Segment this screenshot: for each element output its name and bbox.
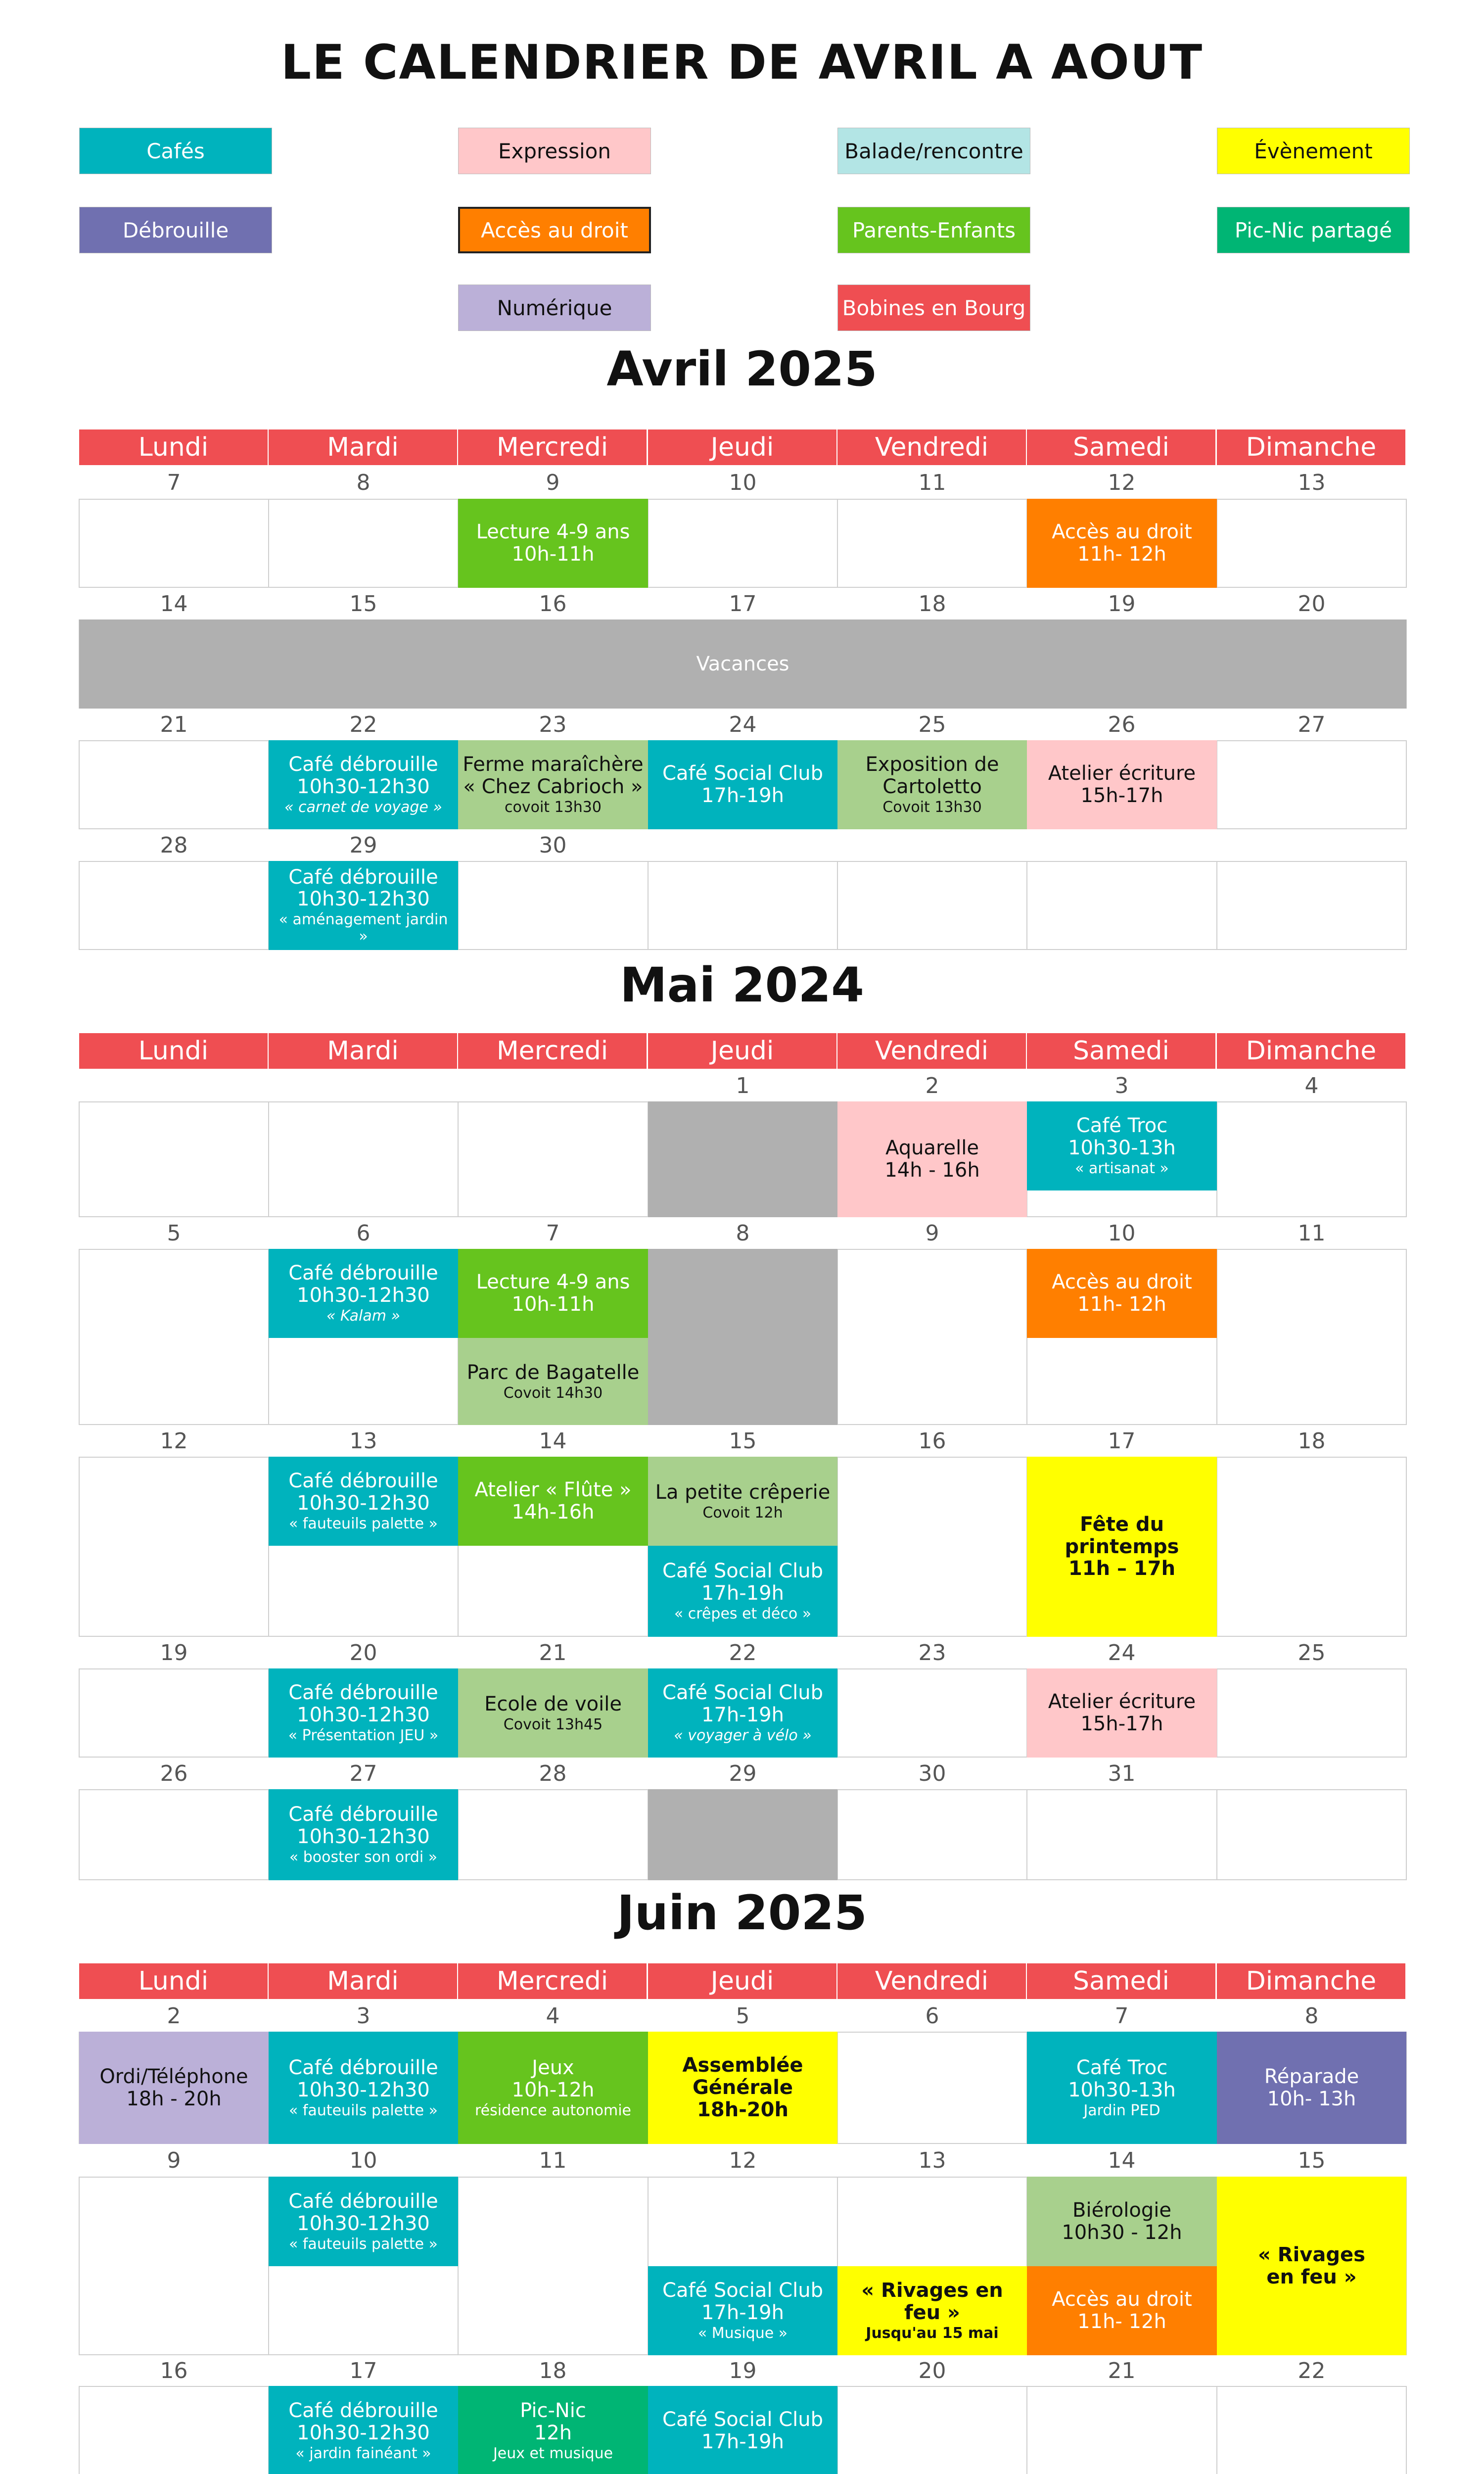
event-m3-t: Café débrouille (288, 1262, 438, 1285)
day-number: 25 (1298, 1640, 1326, 1665)
event-a9-t: Café débrouille (288, 865, 438, 889)
event-m6-t: Parc de Bagatelle (466, 1361, 640, 1384)
day-number: 12 (1108, 470, 1136, 495)
column-divider (1406, 1101, 1407, 1217)
event-m1 (837, 1101, 1027, 1217)
event-a1 (458, 499, 648, 588)
event-a5-x: covoit 13h30 (505, 799, 602, 816)
day-number: 26 (1108, 712, 1136, 737)
event-m8 (458, 1457, 648, 1546)
column-divider (458, 1101, 459, 1217)
day-number: 24 (1108, 1640, 1136, 1665)
event-j15 (648, 2386, 837, 2474)
day-number (837, 829, 1027, 861)
event-a8-s: 15h-17h (1080, 784, 1163, 807)
event-m12-s: 10h30-12h30 (297, 1704, 430, 1727)
event-m2-x: « artisanat » (1075, 1160, 1169, 1177)
legend-0: Cafés (79, 128, 272, 174)
event-m5-t: Accès au droit (1052, 1271, 1192, 1294)
event-j4-t: Assemblée (682, 2054, 803, 2077)
day-number: 11 (1298, 1220, 1326, 1246)
day-number: 11 (918, 470, 946, 495)
month-title: Mai 2024 (620, 957, 864, 1013)
event-m7 (269, 1457, 458, 1546)
event-m7-t: Café débrouille (288, 1470, 438, 1493)
column-divider (1026, 2386, 1027, 2474)
day-number (1217, 829, 1406, 861)
event-j9-t: « Rivages (1258, 2243, 1365, 2266)
day-number: 26 (160, 1760, 188, 1786)
event-j2-t: Café débrouille (288, 2056, 438, 2079)
day-number: 16 (918, 1428, 946, 1454)
event-m4-s: 10h-11h (511, 1293, 595, 1316)
weekday-header: Samedi (1027, 1963, 1216, 1999)
event-j4-u: 18h-20h (697, 2098, 788, 2121)
day-number: 10 (729, 470, 757, 495)
event-j7 (269, 2177, 458, 2266)
day-number: 14 (1108, 2147, 1136, 2173)
event-m2-s: 10h30-13h (1068, 1137, 1176, 1160)
event-a8-t: Atelier écriture (1048, 762, 1196, 785)
event-m8-t: Atelier « Flûte » (474, 1478, 632, 1502)
event-j11-x: Jusqu'au 15 mai (866, 2325, 999, 2342)
event-a2-t: Accès au droit (1052, 521, 1192, 544)
column-divider (79, 1101, 80, 1217)
day-number: 31 (1108, 1760, 1136, 1786)
column-divider (1026, 861, 1027, 950)
event-j1-t: Ordi/Téléphone (99, 2065, 248, 2088)
column-divider (1406, 2386, 1407, 2474)
event-m15-s: 15h-17h (1080, 1713, 1163, 1735)
day-number: 7 (546, 1220, 560, 1246)
column-divider (268, 1101, 269, 1217)
event-j5-s: 10h30-13h (1068, 2078, 1176, 2101)
event-a9 (269, 861, 458, 950)
event-a3-t: Vacances (696, 652, 789, 675)
day-number: 9 (925, 1220, 939, 1246)
event-m13 (458, 1668, 648, 1758)
weekday-header: Mardi (269, 1033, 458, 1069)
event-m15 (1027, 1668, 1217, 1758)
day-number: 3 (1114, 1073, 1129, 1098)
day-number: 9 (546, 470, 560, 495)
event-m15-t: Atelier écriture (1048, 1690, 1196, 1713)
month-title: Juin 2025 (617, 1885, 867, 1941)
event-a7 (837, 740, 1027, 829)
day-number: 18 (1298, 1428, 1326, 1454)
day-number: 4 (1304, 1073, 1319, 1098)
event-j2-x: « fauteuils palette » (288, 2101, 438, 2119)
column-divider (1406, 499, 1407, 588)
event-m12 (269, 1668, 458, 1758)
weekday-header: Mercredi (458, 429, 648, 465)
column-divider (79, 1249, 80, 1425)
event-j2 (269, 2032, 458, 2144)
event-j9-s: en feu » (1266, 2265, 1357, 2288)
event-m16-x: « booster son ordi » (289, 1849, 438, 1866)
column-divider (79, 861, 80, 950)
event-j1 (79, 2032, 269, 2144)
event-m6-x: Covoit 14h30 (503, 1384, 603, 1402)
month-title: Avril 2025 (606, 341, 878, 397)
event-m12-t: Café débrouille (288, 1681, 438, 1705)
empty-shaded-cell (648, 1249, 837, 1425)
event-m16-t: Café débrouille (288, 1803, 438, 1826)
day-number (79, 1070, 269, 1101)
event-m4-t: Lecture 4-9 ans (476, 1271, 630, 1294)
event-m4 (458, 1249, 648, 1338)
weekday-header: Dimanche (1217, 1963, 1406, 1999)
legend-5: Accès au droit (458, 207, 651, 253)
weekday-header: Mardi (269, 429, 458, 465)
column-divider (837, 861, 838, 950)
event-m1-t: Aquarelle (885, 1137, 979, 1160)
event-j5 (1027, 2032, 1217, 2144)
event-j14-s: 12h (534, 2422, 572, 2445)
day-number: 7 (167, 470, 181, 495)
weekday-header: Dimanche (1217, 429, 1406, 465)
event-a3 (79, 619, 1406, 709)
event-a1-t: Lecture 4-9 ans (476, 521, 630, 544)
event-a2 (1027, 499, 1217, 588)
day-number: 22 (729, 1640, 757, 1665)
event-j7-x: « fauteuils palette » (288, 2235, 438, 2253)
day-number: 25 (918, 712, 946, 737)
event-j5-x: Jardin PED (1083, 2101, 1160, 2119)
event-j10 (648, 2266, 837, 2355)
day-number: 4 (546, 2003, 560, 2029)
event-m13-x: Covoit 13h45 (503, 1715, 603, 1733)
day-number: 17 (349, 2358, 377, 2383)
column-divider (79, 1457, 80, 1637)
legend-6: Parents-Enfants (837, 207, 1030, 253)
event-a2-s: 11h- 12h (1077, 543, 1166, 566)
day-number: 28 (539, 1760, 567, 1786)
day-number: 30 (918, 1760, 946, 1786)
event-m11-x: « crêpes et déco » (674, 1605, 812, 1622)
day-number: 8 (1304, 2003, 1319, 2029)
event-j10-x: « Musique » (697, 2325, 788, 2342)
column-divider (648, 861, 649, 950)
event-m2-t: Café Troc (1076, 1114, 1168, 1138)
event-j7-s: 10h30-12h30 (297, 2212, 430, 2235)
weekday-header: Lundi (79, 429, 269, 465)
day-number: 14 (539, 1428, 567, 1454)
column-divider (1406, 1249, 1407, 1425)
column-divider (79, 1789, 80, 1880)
event-a7-t: Exposition de (865, 753, 999, 776)
column-divider (1216, 2386, 1217, 2474)
event-m14 (648, 1668, 837, 1758)
day-number: 2 (167, 2003, 181, 2029)
day-number: 16 (539, 591, 567, 617)
day-number: 17 (729, 591, 757, 617)
day-number: 10 (349, 2147, 377, 2173)
event-m3-i: « Kalam » (326, 1307, 401, 1325)
day-number: 5 (167, 1220, 181, 1246)
column-divider (1216, 1789, 1217, 1880)
day-number: 23 (918, 1640, 946, 1665)
event-a7-x: Covoit 13h30 (882, 799, 982, 816)
event-m14-t: Café Social Club (662, 1681, 823, 1705)
event-a6 (648, 740, 837, 829)
column-divider (1406, 1457, 1407, 1637)
event-m10-t: Fête du printemps (1065, 1513, 1179, 1558)
day-number (269, 1070, 458, 1101)
weekday-header: Lundi (79, 1963, 269, 1999)
event-m6 (458, 1338, 648, 1425)
day-number: 21 (539, 1640, 567, 1665)
event-m8-s: 14h-16h (511, 1501, 595, 1523)
day-number: 6 (925, 2003, 939, 2029)
day-number: 2 (925, 1073, 939, 1098)
column-divider (79, 2386, 80, 2474)
event-m16 (269, 1789, 458, 1880)
empty-shaded-cell (648, 1789, 837, 1880)
event-j8-s: 10h30 - 12h (1062, 2221, 1182, 2244)
column-divider (1026, 1789, 1027, 1880)
weekday-header: Vendredi (837, 429, 1027, 465)
day-number: 3 (356, 2003, 371, 2029)
day-number: 20 (1298, 591, 1326, 617)
event-m9 (648, 1457, 837, 1546)
day-number: 28 (160, 832, 188, 858)
day-number: 13 (1298, 470, 1326, 495)
event-j9 (1217, 2177, 1406, 2355)
day-number (1027, 829, 1216, 861)
day-number: 8 (736, 1220, 750, 1246)
event-m3-s: 10h30-12h30 (297, 1284, 430, 1307)
event-m11 (648, 1546, 837, 1637)
event-j3 (458, 2032, 648, 2144)
event-m13-t: Ecole de voile (484, 1692, 622, 1715)
column-divider (1406, 861, 1407, 950)
weekday-header: Samedi (1027, 1033, 1216, 1069)
event-m3 (269, 1249, 458, 1338)
legend-1: Expression (458, 128, 651, 174)
event-m10 (1027, 1457, 1217, 1637)
event-j11 (837, 2266, 1027, 2355)
event-a4 (269, 740, 458, 829)
weekday-header: Vendredi (837, 1963, 1027, 1999)
event-m5-s: 11h- 12h (1077, 1293, 1166, 1316)
day-number: 27 (1298, 712, 1326, 737)
weekday-header: Jeudi (648, 1963, 837, 1999)
day-number: 27 (349, 1760, 377, 1786)
event-a1-s: 10h-11h (511, 543, 595, 566)
event-j2-s: 10h30-12h30 (297, 2078, 430, 2101)
event-m12-x: « Présentation JEU » (288, 1727, 439, 1744)
day-number: 7 (1114, 2003, 1129, 2029)
day-number: 12 (729, 2147, 757, 2173)
column-divider (1406, 1789, 1407, 1880)
event-a6-s: 17h-19h (701, 784, 784, 807)
column-divider (79, 2177, 80, 2355)
day-number: 11 (539, 2147, 567, 2173)
event-j7-t: Café débrouille (288, 2189, 438, 2213)
weekday-header: Mardi (269, 1963, 458, 1999)
column-divider (79, 740, 80, 829)
day-number (648, 829, 837, 861)
event-m11-s: 17h-19h (701, 1582, 784, 1605)
event-j8 (1027, 2177, 1217, 2266)
event-a4-s: 10h30-12h30 (297, 775, 430, 799)
event-m5 (1027, 1249, 1217, 1338)
page-title: LE CALENDRIER DE AVRIL A AOUT (280, 35, 1204, 90)
weekday-header: Mercredi (458, 1963, 648, 1999)
day-number: 18 (539, 2358, 567, 2383)
event-j11-t: « Rivages en feu » (861, 2279, 1003, 2325)
event-m9-t: La petite crêperie (655, 1480, 831, 1504)
day-number: 18 (918, 591, 946, 617)
weekday-header: Lundi (79, 1033, 269, 1069)
event-j6-s: 10h- 13h (1267, 2087, 1356, 2110)
day-number: 5 (736, 2003, 750, 2029)
event-j14 (458, 2386, 648, 2474)
legend-3: Évènement (1217, 128, 1410, 174)
day-number: 19 (160, 1640, 188, 1665)
day-number: 23 (539, 712, 567, 737)
day-number: 22 (1298, 2358, 1326, 2383)
day-number: 1 (736, 1073, 750, 1098)
event-m14-i: « voyager à vélo » (674, 1727, 812, 1744)
event-j13-t: Café débrouille (288, 2399, 438, 2423)
day-number: 9 (167, 2147, 181, 2173)
column-divider (1216, 861, 1217, 950)
column-divider (1406, 740, 1407, 829)
weekday-header: Mercredi (458, 1033, 648, 1069)
day-number: 12 (160, 1428, 188, 1454)
event-j1-s: 18h - 20h (126, 2087, 222, 2110)
day-number: 24 (729, 712, 757, 737)
weekday-header: Vendredi (837, 1033, 1027, 1069)
day-number: 30 (539, 832, 567, 858)
event-m9-x: Covoit 12h (702, 1504, 783, 1522)
event-a9-x: « aménagement jardin » (278, 911, 448, 945)
event-j13 (269, 2386, 458, 2474)
event-m14-s: 17h-19h (701, 1704, 784, 1727)
day-number: 13 (349, 1428, 377, 1454)
event-j3-s: 10h-12h (511, 2078, 595, 2101)
event-m10-s: 11h – 17h (1068, 1557, 1176, 1580)
event-j10-t: Café Social Club (662, 2279, 823, 2302)
empty-shaded-cell (648, 1101, 837, 1217)
event-j15-s: 17h-19h (701, 2430, 784, 2453)
event-a4-i: « carnet de voyage » (284, 799, 442, 816)
event-j4-s: Générale (692, 2076, 793, 2099)
column-divider (1406, 1668, 1407, 1758)
event-j8-t: Biérologie (1072, 2198, 1171, 2222)
event-m1-s: 14h - 16h (884, 1159, 980, 1182)
event-j15-t: Café Social Club (662, 2408, 823, 2431)
column-divider (79, 1668, 80, 1758)
day-number (1217, 1758, 1406, 1789)
event-a5-s: « Chez Cabrioch » (463, 775, 643, 799)
day-number: 20 (349, 1640, 377, 1665)
day-number: 15 (729, 1428, 757, 1454)
event-m2 (1027, 1101, 1217, 1190)
day-number: 15 (1298, 2147, 1326, 2173)
event-j13-s: 10h30-12h30 (297, 2422, 430, 2445)
event-m7-s: 10h30-12h30 (297, 1492, 430, 1515)
day-number: 20 (918, 2358, 946, 2383)
event-a4-t: Café débrouille (288, 753, 438, 776)
event-j5-t: Café Troc (1076, 2056, 1168, 2079)
event-a8 (1027, 740, 1217, 829)
day-number: 8 (356, 470, 371, 495)
day-number (458, 1070, 648, 1101)
day-number: 15 (349, 591, 377, 617)
event-m16-s: 10h30-12h30 (297, 1825, 430, 1849)
event-a7-s: Cartoletto (882, 775, 982, 799)
day-number: 19 (729, 2358, 757, 2383)
weekday-header: Dimanche (1217, 1033, 1406, 1069)
day-number: 29 (729, 1760, 757, 1786)
day-number: 19 (1108, 591, 1136, 617)
event-a5 (458, 740, 648, 829)
legend-8: Numérique (458, 285, 651, 331)
event-j6-t: Réparade (1264, 2065, 1359, 2088)
event-j14-t: Pic-Nic (520, 2399, 586, 2423)
event-a9-s: 10h30-12h30 (297, 888, 430, 911)
column-divider (79, 499, 80, 588)
legend-2: Balade/rencontre (837, 128, 1030, 174)
legend-9: Bobines en Bourg (837, 285, 1030, 331)
event-a5-t: Ferme maraîchère (463, 753, 644, 776)
event-j4 (648, 2032, 837, 2144)
day-number: 16 (160, 2358, 188, 2383)
column-divider (268, 499, 269, 588)
event-j3-x: résidence autonomie (475, 2101, 631, 2119)
legend-4: Débrouille (79, 207, 272, 253)
day-number: 22 (349, 712, 377, 737)
event-j12 (1027, 2266, 1217, 2355)
event-j3-t: Jeux (532, 2056, 574, 2079)
event-a6-t: Café Social Club (662, 762, 823, 785)
day-number: 10 (1108, 1220, 1136, 1246)
weekday-header: Jeudi (648, 429, 837, 465)
event-m7-x: « fauteuils palette » (288, 1515, 438, 1532)
day-number: 14 (160, 591, 188, 617)
column-divider (837, 499, 838, 588)
weekday-header: Jeudi (648, 1033, 837, 1069)
day-number: 29 (349, 832, 377, 858)
day-number: 17 (1108, 1428, 1136, 1454)
day-number: 6 (356, 1220, 371, 1246)
event-j12-s: 11h- 12h (1077, 2310, 1166, 2333)
event-j10-s: 17h-19h (701, 2301, 784, 2325)
event-m11-t: Café Social Club (662, 1560, 823, 1583)
event-j13-x: « jardin fainéant » (295, 2445, 431, 2462)
legend-7: Pic-Nic partagé (1217, 207, 1410, 253)
day-number: 21 (1108, 2358, 1136, 2383)
day-number: 13 (918, 2147, 946, 2173)
weekday-header: Samedi (1027, 429, 1216, 465)
event-j14-x: Jeux et musique (493, 2445, 613, 2462)
event-j6 (1217, 2032, 1406, 2144)
day-number: 21 (160, 712, 188, 737)
event-j12-t: Accès au droit (1052, 2288, 1192, 2311)
